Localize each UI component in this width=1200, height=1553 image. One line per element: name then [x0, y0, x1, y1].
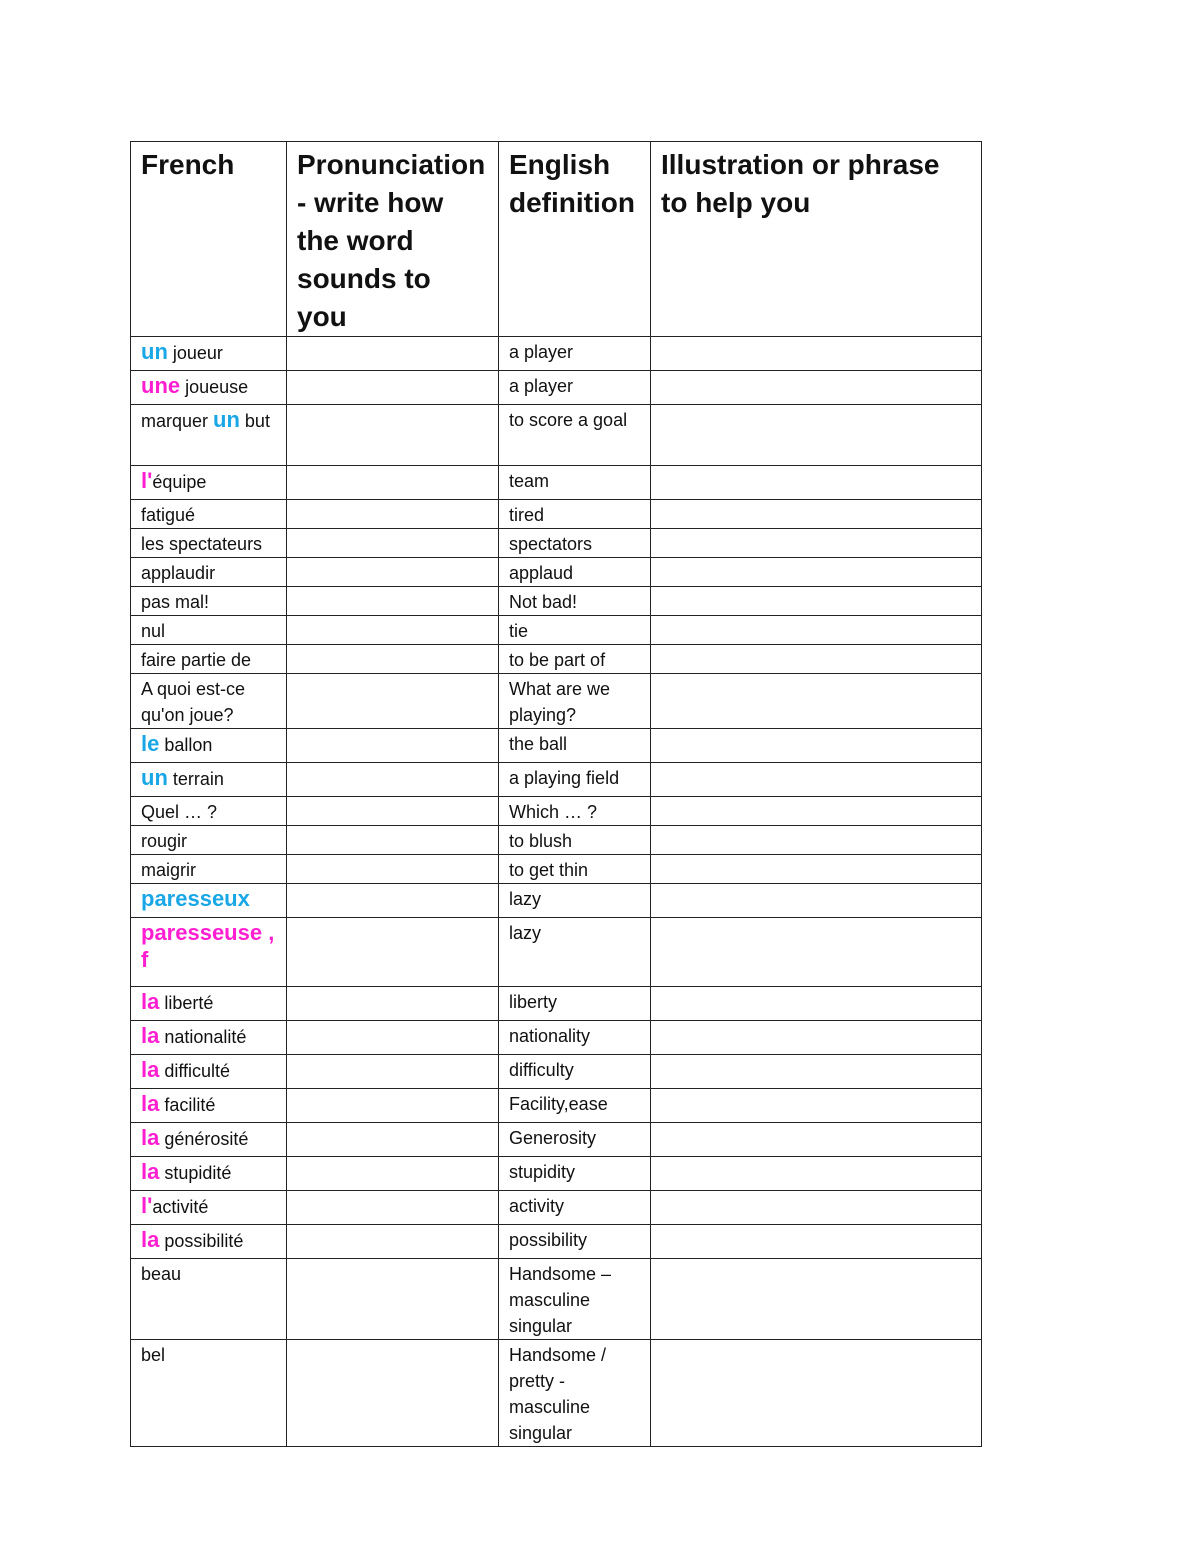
- gender-article: la: [141, 1159, 160, 1184]
- english-definition: Which … ?: [499, 797, 651, 826]
- french-cell: [131, 1123, 287, 1157]
- table-row: [131, 884, 982, 918]
- english-definition: to blush: [499, 826, 651, 855]
- french-cell: [131, 1157, 287, 1191]
- pronunciation-cell[interactable]: [287, 1225, 499, 1259]
- illustration-cell[interactable]: [651, 674, 982, 729]
- table-row: [131, 587, 982, 616]
- pronunciation-cell[interactable]: [287, 337, 499, 371]
- table-row: [131, 918, 982, 987]
- french-prefix: marquer: [141, 411, 214, 431]
- french-word: nul: [141, 621, 166, 641]
- pronunciation-cell[interactable]: [287, 1089, 499, 1123]
- french-word: faire partie de: [141, 650, 252, 670]
- english-definition: liberty: [499, 987, 651, 1021]
- table-row: [131, 1191, 982, 1225]
- table-row: [131, 405, 982, 466]
- header-pronunciation: Pronunciation - write how the word sounds to you: [287, 142, 499, 337]
- table-row: [131, 1225, 982, 1259]
- illustration-cell[interactable]: [651, 1157, 982, 1191]
- french-word: fatigué: [141, 505, 196, 525]
- illustration-cell[interactable]: [651, 855, 982, 884]
- gender-article: un: [141, 765, 168, 790]
- french-word: stupidité: [159, 1163, 232, 1183]
- table-row: [131, 1089, 982, 1123]
- illustration-cell[interactable]: [651, 529, 982, 558]
- illustration-cell[interactable]: [651, 1021, 982, 1055]
- english-definition: difficulty: [499, 1055, 651, 1089]
- french-cell: [131, 1259, 287, 1340]
- french-cell: [131, 645, 287, 674]
- table-row: [131, 371, 982, 405]
- pronunciation-cell[interactable]: [287, 405, 499, 466]
- illustration-cell[interactable]: [651, 1123, 982, 1157]
- english-definition: lazy: [499, 918, 651, 987]
- french-cell: [131, 587, 287, 616]
- illustration-cell[interactable]: [651, 337, 982, 371]
- english-definition: What are we playing?: [499, 674, 651, 729]
- pronunciation-cell[interactable]: [287, 987, 499, 1021]
- gender-article: la: [141, 1023, 160, 1048]
- illustration-cell[interactable]: [651, 797, 982, 826]
- french-cell: [131, 529, 287, 558]
- english-definition: activity: [499, 1191, 651, 1225]
- french-word: équipe: [152, 472, 207, 492]
- illustration-cell[interactable]: [651, 466, 982, 500]
- french-word: joueur: [167, 343, 223, 363]
- pronunciation-cell[interactable]: [287, 1340, 499, 1447]
- french-cell: [131, 466, 287, 500]
- french-word: bel: [141, 1345, 166, 1365]
- pronunciation-cell[interactable]: [287, 674, 499, 729]
- english-definition: possibility: [499, 1225, 651, 1259]
- table-row: [131, 466, 982, 500]
- table-row: [131, 337, 982, 371]
- illustration-cell[interactable]: [651, 918, 982, 987]
- french-word: les spectateurs: [141, 534, 263, 554]
- french-cell: [131, 729, 287, 763]
- gender-article: la: [141, 1125, 160, 1150]
- english-definition: nationality: [499, 1021, 651, 1055]
- pronunciation-cell[interactable]: [287, 1157, 499, 1191]
- table-body: [131, 337, 982, 1447]
- table-row: [131, 1259, 982, 1340]
- gender-article: paresseux: [141, 886, 250, 911]
- french-word: liberté: [159, 993, 214, 1013]
- table-row: [131, 1055, 982, 1089]
- english-definition: team: [499, 466, 651, 500]
- vocabulary-table: [130, 141, 982, 1447]
- english-definition: to score a goal: [499, 405, 651, 466]
- illustration-cell[interactable]: [651, 884, 982, 918]
- header-french: French: [131, 142, 287, 337]
- illustration-cell[interactable]: [651, 1055, 982, 1089]
- header-row: [131, 142, 982, 337]
- english-definition: the ball: [499, 729, 651, 763]
- pronunciation-cell[interactable]: [287, 763, 499, 797]
- illustration-cell[interactable]: [651, 1259, 982, 1340]
- french-cell: [131, 884, 287, 918]
- french-word: nationalité: [159, 1027, 247, 1047]
- table-row: [131, 855, 982, 884]
- french-word: pas mal!: [141, 592, 210, 612]
- french-word: Quel … ?: [141, 802, 218, 822]
- illustration-cell[interactable]: [651, 1340, 982, 1447]
- illustration-cell[interactable]: [651, 500, 982, 529]
- french-cell: [131, 337, 287, 371]
- illustration-cell[interactable]: [651, 645, 982, 674]
- french-cell: [131, 1340, 287, 1447]
- table-row: [131, 529, 982, 558]
- pronunciation-cell[interactable]: [287, 587, 499, 616]
- french-cell: [131, 371, 287, 405]
- table-row: [131, 987, 982, 1021]
- pronunciation-cell[interactable]: [287, 1259, 499, 1340]
- pronunciation-cell[interactable]: [287, 1055, 499, 1089]
- illustration-cell[interactable]: [651, 1089, 982, 1123]
- english-definition: Generosity: [499, 1123, 651, 1157]
- french-word: applaudir: [141, 563, 216, 583]
- illustration-cell[interactable]: [651, 763, 982, 797]
- pronunciation-cell[interactable]: [287, 884, 499, 918]
- french-cell: [131, 405, 287, 466]
- english-definition: Not bad!: [499, 587, 651, 616]
- french-cell: [131, 855, 287, 884]
- english-definition: Facility,ease: [499, 1089, 651, 1123]
- table-row: [131, 1021, 982, 1055]
- english-definition: stupidity: [499, 1157, 651, 1191]
- french-cell: [131, 987, 287, 1021]
- illustration-cell[interactable]: [651, 826, 982, 855]
- pronunciation-cell[interactable]: [287, 500, 499, 529]
- illustration-cell[interactable]: [651, 405, 982, 466]
- french-word: rougir: [141, 831, 188, 851]
- english-definition: a playing field: [499, 763, 651, 797]
- french-word: but: [239, 411, 270, 431]
- pronunciation-cell[interactable]: [287, 918, 499, 987]
- gender-article: la: [141, 1091, 160, 1116]
- pronunciation-cell[interactable]: [287, 826, 499, 855]
- illustration-cell[interactable]: [651, 1225, 982, 1259]
- gender-article: une: [141, 373, 181, 398]
- table-row: [131, 1340, 982, 1447]
- french-cell: [131, 797, 287, 826]
- french-cell: [131, 1021, 287, 1055]
- illustration-cell[interactable]: [651, 371, 982, 405]
- pronunciation-cell[interactable]: [287, 855, 499, 884]
- pronunciation-cell[interactable]: [287, 729, 499, 763]
- illustration-cell[interactable]: [651, 729, 982, 763]
- french-cell: [131, 1225, 287, 1259]
- pronunciation-cell[interactable]: [287, 645, 499, 674]
- english-definition: applaud: [499, 558, 651, 587]
- table-row: [131, 1123, 982, 1157]
- english-definition: spectators: [499, 529, 651, 558]
- table-row: [131, 763, 982, 797]
- gender-article: le: [141, 731, 160, 756]
- gender-article: la: [141, 1227, 160, 1252]
- illustration-cell[interactable]: [651, 1191, 982, 1225]
- french-word: activité: [152, 1197, 209, 1217]
- illustration-cell[interactable]: [651, 587, 982, 616]
- illustration-cell[interactable]: [651, 987, 982, 1021]
- french-cell: [131, 826, 287, 855]
- french-word: générosité: [159, 1129, 249, 1149]
- table-row: [131, 729, 982, 763]
- pronunciation-cell[interactable]: [287, 558, 499, 587]
- english-definition: to be part of: [499, 645, 651, 674]
- french-word: beau: [141, 1264, 182, 1284]
- pronunciation-cell[interactable]: [287, 797, 499, 826]
- pronunciation-cell[interactable]: [287, 529, 499, 558]
- table-row: [131, 674, 982, 729]
- pronunciation-cell[interactable]: [287, 466, 499, 500]
- french-word: joueuse: [180, 377, 249, 397]
- french-cell: [131, 500, 287, 529]
- header-illustration: Illustration or phrase to help you: [651, 142, 982, 337]
- pronunciation-cell[interactable]: [287, 1021, 499, 1055]
- english-definition: Handsome / pretty - masculine singular: [499, 1340, 651, 1447]
- french-cell: [131, 674, 287, 729]
- illustration-cell[interactable]: [651, 616, 982, 645]
- english-definition: to get thin: [499, 855, 651, 884]
- table-row: [131, 500, 982, 529]
- table-row: [131, 645, 982, 674]
- table-row: [131, 616, 982, 645]
- pronunciation-cell[interactable]: [287, 1191, 499, 1225]
- gender-article: un: [213, 407, 240, 432]
- french-cell: [131, 1089, 287, 1123]
- french-word: difficulté: [159, 1061, 231, 1081]
- pronunciation-cell[interactable]: [287, 1123, 499, 1157]
- english-definition: lazy: [499, 884, 651, 918]
- english-definition: Handsome – masculine singular: [499, 1259, 651, 1340]
- french-cell: [131, 616, 287, 645]
- gender-article: l': [141, 1193, 153, 1218]
- english-definition: a player: [499, 371, 651, 405]
- english-definition: a player: [499, 337, 651, 371]
- english-definition: tired: [499, 500, 651, 529]
- header-english: English definition: [499, 142, 651, 337]
- french-word: facilité: [159, 1095, 216, 1115]
- table-row: [131, 826, 982, 855]
- pronunciation-cell[interactable]: [287, 616, 499, 645]
- gender-article: un: [141, 339, 168, 364]
- english-definition: tie: [499, 616, 651, 645]
- french-cell: [131, 558, 287, 587]
- french-word: A quoi est-ce qu'on joue?: [141, 679, 246, 725]
- table-row: [131, 558, 982, 587]
- pronunciation-cell[interactable]: [287, 371, 499, 405]
- french-word: ballon: [159, 735, 213, 755]
- gender-article: la: [141, 1057, 160, 1082]
- french-word: possibilité: [159, 1231, 244, 1251]
- french-cell: [131, 763, 287, 797]
- table-row: [131, 1157, 982, 1191]
- gender-article: la: [141, 989, 160, 1014]
- illustration-cell[interactable]: [651, 558, 982, 587]
- french-cell: [131, 918, 287, 987]
- french-cell: [131, 1055, 287, 1089]
- gender-article: l': [141, 468, 153, 493]
- gender-article: paresseuse , f: [141, 920, 275, 972]
- french-word: terrain: [167, 769, 224, 789]
- table-row: [131, 797, 982, 826]
- french-word: maigrir: [141, 860, 197, 880]
- french-cell: [131, 1191, 287, 1225]
